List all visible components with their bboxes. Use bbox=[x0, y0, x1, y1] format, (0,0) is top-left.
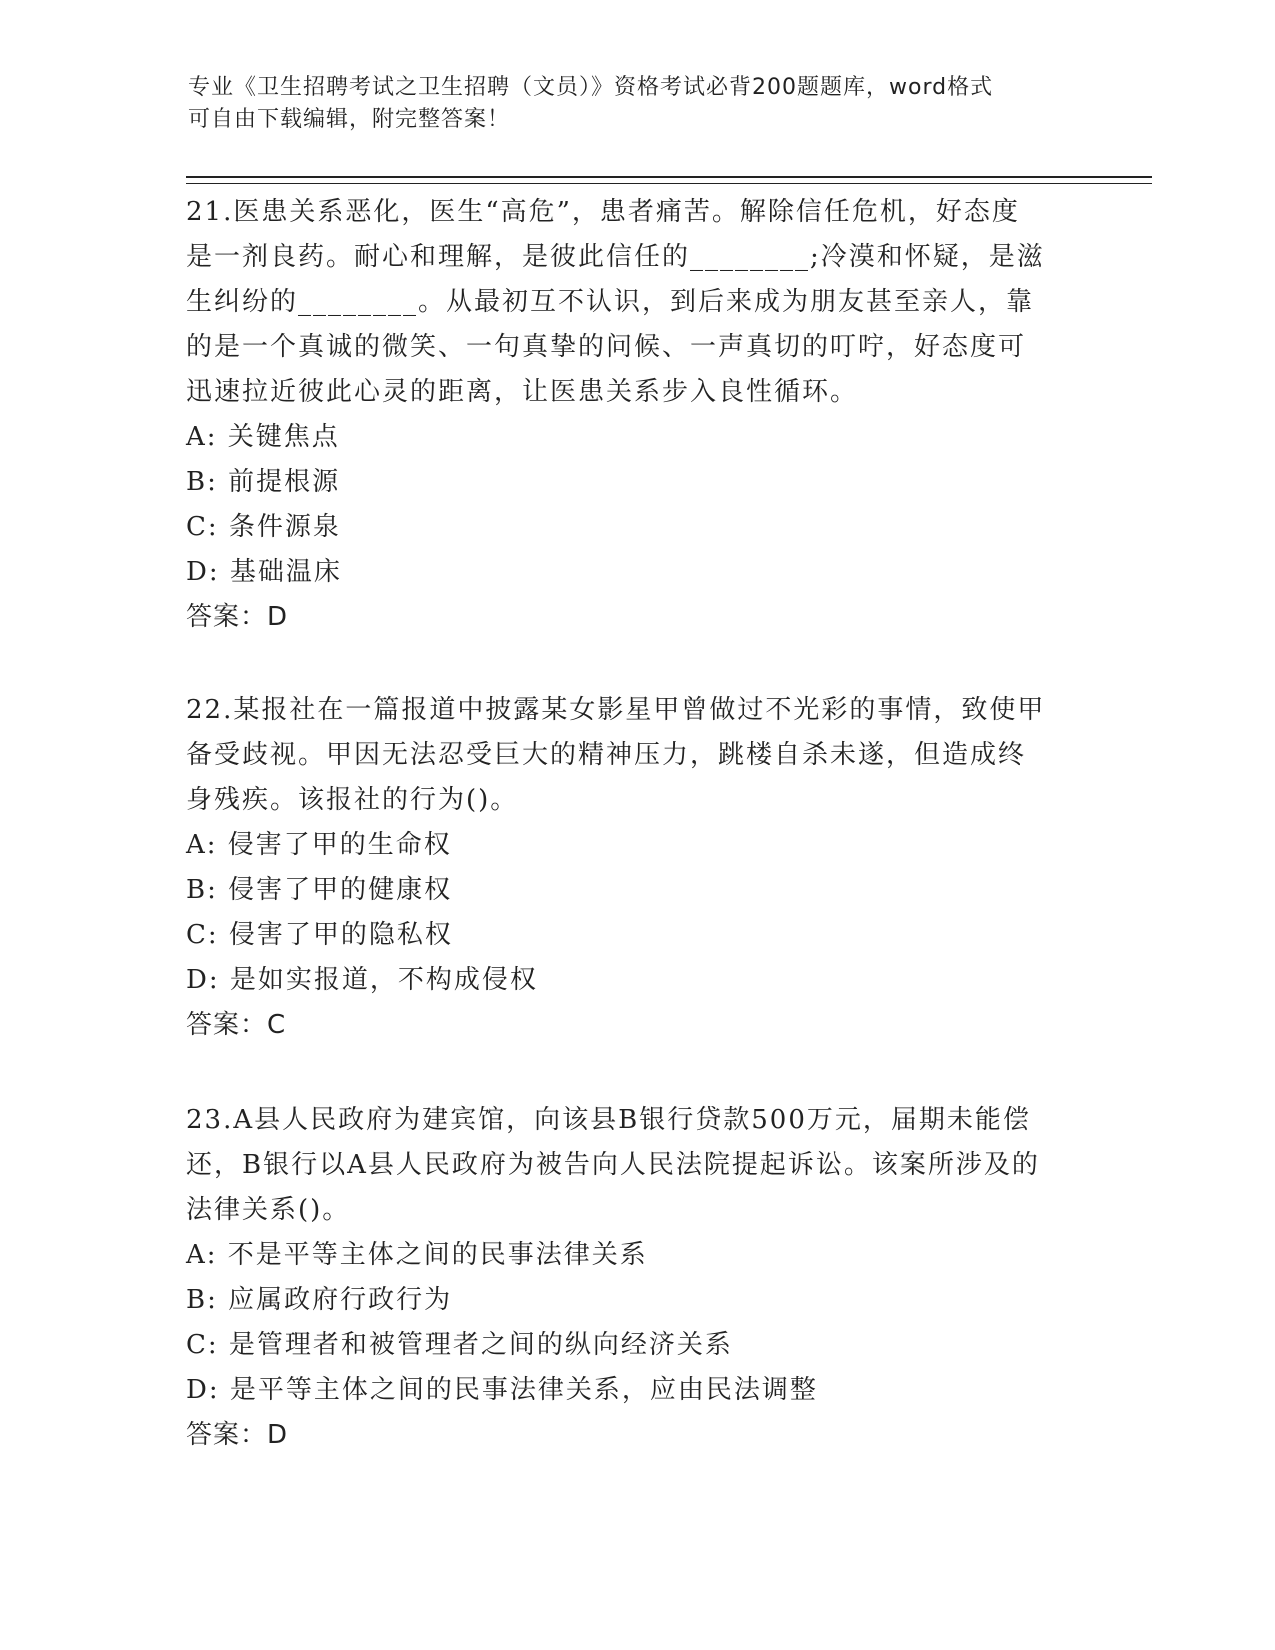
question-stem-line: 的是一个真诚的微笑、一句真挚的问候、一声真切的叮咛，好态度可 bbox=[186, 332, 1027, 362]
option-c: C: 是管理者和被管理者之间的纵向经济关系 bbox=[186, 1330, 733, 1360]
option-a: A: 不是平等主体之间的民事法律关系 bbox=[186, 1240, 648, 1270]
question-21 bbox=[186, 190, 1086, 640]
question-stem-line: 还，B银行以A县人民政府为被告向人民法院提起诉讼。该案所涉及的 bbox=[186, 1150, 1040, 1180]
question-stem-line: 生纠纷的________。从最初互不认识，到后来成为朋友甚至亲人，靠 bbox=[186, 287, 1035, 317]
header-title-line-1: 专业《卫生招聘考试之卫生招聘（文员）》资格考试必背200题题库，word格式 bbox=[188, 75, 994, 100]
option-c: C: 条件源泉 bbox=[186, 512, 341, 542]
option-d: D: 基础温床 bbox=[186, 557, 342, 587]
question-stem-line: 法律关系()。 bbox=[186, 1195, 351, 1225]
question-stem-line: 21.医患关系恶化，医生“高危”，患者痛苦。解除信任危机，好态度 bbox=[186, 197, 1020, 227]
option-c: C: 侵害了甲的隐私权 bbox=[186, 920, 453, 950]
option-d: D: 是如实报道，不构成侵权 bbox=[186, 965, 538, 995]
option-d: D: 是平等主体之间的民事法律关系，应由民法调整 bbox=[186, 1375, 818, 1405]
option-b: B: 前提根源 bbox=[186, 467, 341, 497]
question-22 bbox=[186, 688, 1086, 1048]
answer-line: 答案：C bbox=[186, 1010, 287, 1040]
question-stem-line: 22.某报社在一篇报道中披露某女影星甲曾做过不光彩的事情，致使甲 bbox=[186, 695, 1046, 725]
question-stem-line: 迅速拉近彼此心灵的距离，让医患关系步入良性循环。 bbox=[186, 377, 859, 407]
question-23 bbox=[186, 1098, 1086, 1458]
document-header bbox=[188, 72, 1068, 136]
question-stem-line: 是一剂良药。耐心和理解，是彼此信任的________;冷漠和怀疑，是滋 bbox=[186, 242, 1045, 272]
option-a: A: 关键焦点 bbox=[186, 422, 340, 452]
question-stem-line: 23.A县人民政府为建宾馆，向该县B银行贷款500万元，届期未能偿 bbox=[186, 1105, 1031, 1135]
question-stem-line: 备受歧视。甲因无法忍受巨大的精神压力，跳楼自杀未遂，但造成终 bbox=[186, 740, 1027, 770]
question-stem-line: 身残疾。该报社的行为()。 bbox=[186, 785, 519, 815]
answer-line: 答案：D bbox=[186, 602, 289, 632]
option-b: B: 应属政府行政行为 bbox=[186, 1285, 453, 1315]
option-a: A: 侵害了甲的生命权 bbox=[186, 830, 452, 860]
header-divider bbox=[186, 176, 1152, 184]
answer-line: 答案：D bbox=[186, 1420, 289, 1450]
option-b: B: 侵害了甲的健康权 bbox=[186, 875, 453, 905]
header-title-line-2: 可自由下载编辑，附完整答案！ bbox=[188, 107, 511, 132]
